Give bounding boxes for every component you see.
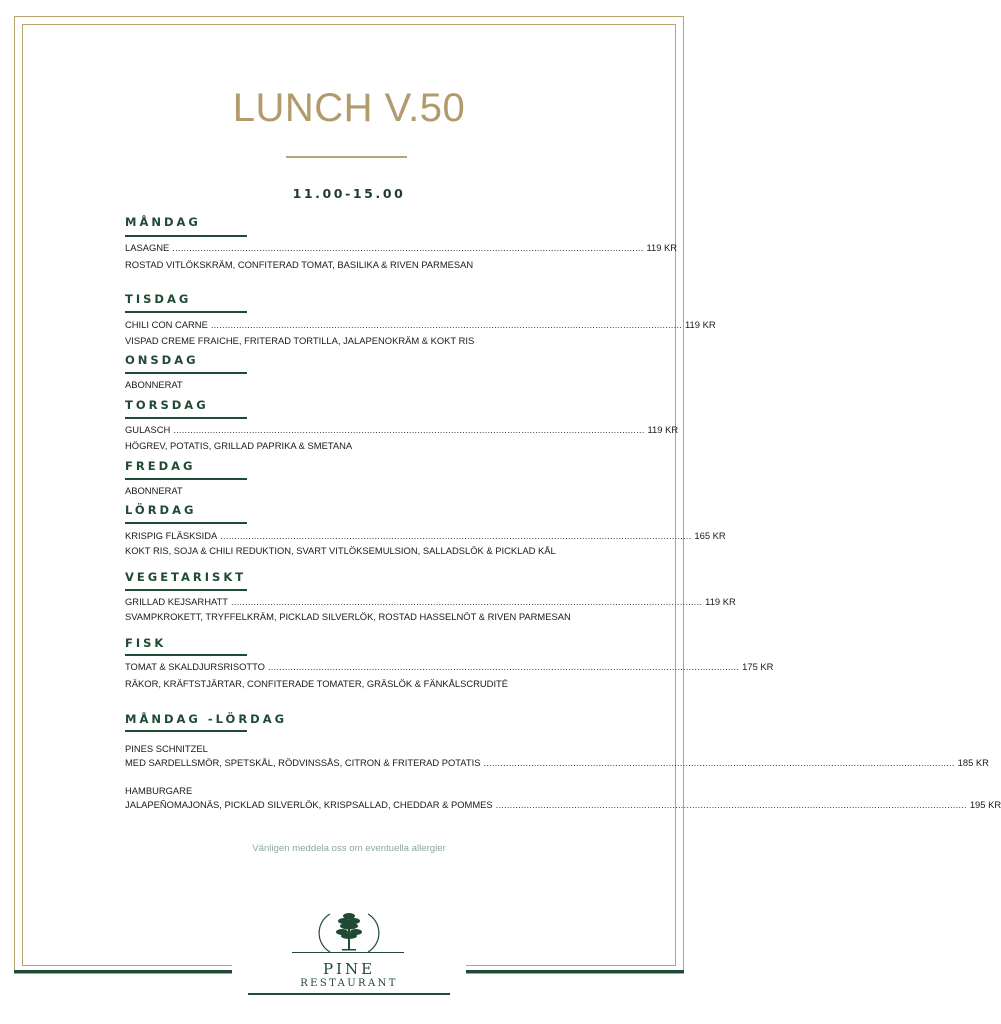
leader-dots: ........................................................................................................................................................................: [173, 424, 645, 435]
item-price: 119 KR: [705, 596, 736, 607]
inner-frame: [22, 24, 676, 966]
item-description: HÖGREV, POTATIS, GRILLAD PAPRIKA & SMETANA: [125, 440, 353, 451]
menu-item: [125, 596, 736, 607]
item-name: CHILI CON CARNE: [125, 319, 208, 330]
section-rule: [125, 522, 247, 524]
section-text: ABONNERAT: [125, 485, 183, 496]
section-title-mandag: MÅNDAG: [125, 215, 201, 229]
item-name: GRILLAD KEJSARHATT: [125, 596, 228, 607]
leader-dots: ........................................................................................................................................................................: [230, 596, 703, 607]
leader-dots: ........................................................................................................................................................................: [495, 799, 967, 810]
menu-item: [125, 530, 726, 541]
item-description: KOKT RIS, SOJA & CHILI REDUKTION, SVART VITLÖKSEMULSION, SALLADSLÖK & PICKLAD KÅL: [125, 545, 556, 556]
section-title-fisk: FISK: [125, 636, 167, 650]
item-price: 119 KR: [685, 319, 716, 330]
section-rule: [125, 372, 247, 374]
item-price: 175 KR: [742, 661, 774, 672]
menu-item: [125, 319, 716, 330]
item-name: LASAGNE: [125, 242, 170, 253]
menu-item: [125, 757, 989, 768]
section-title-onsdag: ONSDAG: [125, 353, 199, 367]
leader-dots: ........................................................................................................................................................................: [267, 661, 740, 672]
item-description: ROSTAD VITLÖKSKRÄM, CONFITERAD TOMAT, BASILIKA & RIVEN PARMESAN: [125, 259, 474, 270]
menu-item: [125, 661, 774, 672]
item-name: KRISPIG FLÄSKSIDA: [125, 530, 218, 541]
item-name: TOMAT & SKALDJURSRISOTTO: [125, 661, 265, 672]
section-title-torsdag: TORSDAG: [125, 398, 209, 412]
leader-dots: ........................................................................................................................................................................: [172, 242, 644, 253]
item-description: RÄKOR, KRÄFTSTJÄRTAR, CONFITERADE TOMATER, GRÄSLÖK & FÄNKÅLSCRUDITÉ: [125, 678, 509, 689]
opening-hours: 11.00-15.00: [292, 186, 406, 201]
item-description: SVAMPKROKETT, TRYFFELKRÄM, PICKLAD SILVERLÖK, ROSTAD HASSELNÖT & RIVEN PARMESAN: [125, 611, 571, 622]
section-rule: [125, 654, 247, 656]
section-rule: [125, 311, 247, 313]
item-name: HAMBURGARE: [125, 785, 193, 796]
menu-title: LUNCH V.50: [232, 86, 466, 130]
leader-dots: ........................................................................................................................................................................: [210, 319, 683, 330]
logo-underline: [248, 993, 450, 995]
item-name: GULASCH: [125, 424, 171, 435]
section-rule: [125, 478, 247, 480]
item-price: 165 KR: [694, 530, 726, 541]
section-title-vegetariskt: VEGETARISKT: [125, 570, 247, 584]
section-title-fredag: FREDAG: [125, 459, 196, 473]
section-title-mandag-lordag: MÅNDAG -LÖRDAG: [125, 712, 288, 726]
item-description: JALAPEÑOMAJONÄS, PICKLAD SILVERLÖK, KRISPSALLAD, CHEDDAR & POMMES: [125, 799, 493, 810]
item-description: VISPAD CREME FRAICHE, FRITERAD TORTILLA, JALAPENOKRÄM & KOKT RIS: [125, 335, 475, 346]
section-rule: [125, 417, 247, 419]
leader-dots: ........................................................................................................................................................................: [220, 530, 692, 541]
section-text: ABONNERAT: [125, 379, 183, 390]
logo-divider: [292, 952, 404, 953]
section-title-tisdag: TISDAG: [125, 292, 192, 306]
item-price: 119 KR: [646, 242, 678, 253]
menu-item: [125, 799, 1001, 810]
item-name: PINES SCHNITZEL: [125, 743, 208, 754]
section-rule: [125, 730, 247, 732]
pine-tree-icon: [320, 910, 378, 956]
logo-subtitle: RESTAURANT: [300, 978, 398, 989]
menu-item: [125, 424, 679, 435]
logo-name: PINE: [322, 960, 376, 978]
item-price: 195 KR: [969, 799, 1001, 810]
item-price: 119 KR: [647, 424, 679, 435]
title-divider: [286, 156, 407, 158]
section-rule: [125, 589, 247, 591]
section-rule: [125, 235, 247, 237]
item-price: 185 KR: [957, 757, 989, 768]
allergy-note: Vänligen meddela oss om eventuella allergier: [252, 843, 446, 854]
section-title-lordag: LÖRDAG: [125, 503, 197, 517]
item-description: MED SARDELLSMÖR, SPETSKÅL, RÖDVINSSÅS, CITRON & FRITERAD POTATIS: [125, 757, 481, 768]
leader-dots: ........................................................................................................................................................................: [483, 757, 955, 768]
menu-item: [125, 242, 678, 253]
